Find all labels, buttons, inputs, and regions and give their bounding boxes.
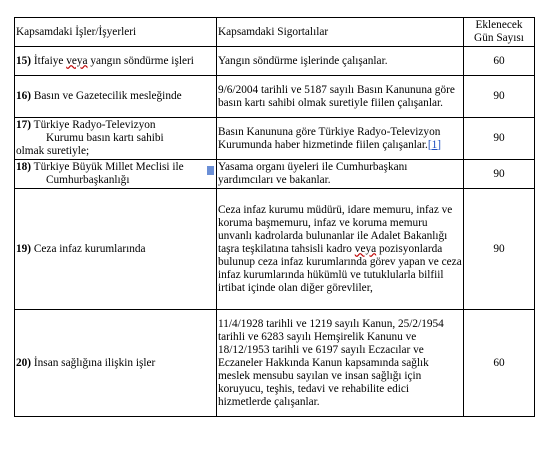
- header-insured: Kapsamdaki Sigortalılar: [217, 18, 464, 47]
- row-insured: Ceza infaz kurumu müdürü, idare memuru, infaz ve koruma başmemuru, infaz ve koruma memuru unvanlı kadrolarda bulunanlar ile Adalet Bakanlığı taşra teşkilatına tahsisli kadro: [218, 203, 453, 255]
- row-days: 90: [464, 76, 535, 118]
- row-insured-underlined: veya: [354, 242, 377, 255]
- footnote-link[interactable]: [1]: [427, 138, 442, 151]
- table-row: [15, 189, 535, 310]
- row-job-line1: Türkiye Büyük Millet Meclisi ile: [31, 161, 184, 173]
- row-insured: Yasama organı üyeleri ile Cumhurbaşkanı yardımcıları ve bakanlar.: [217, 160, 464, 189]
- row-days: 90: [464, 118, 535, 160]
- row-jobs-cell: [15, 310, 217, 417]
- header-days: [464, 18, 535, 47]
- row-jobs-cell: [15, 118, 217, 160]
- row-jobs-cell: [15, 189, 217, 310]
- row-job-line2: Kurumu basın kartı sahibi: [46, 132, 164, 144]
- row-job-line2: Cumhurbaşkanlığı: [46, 174, 130, 186]
- table-header-row: [15, 18, 535, 47]
- row-number: 15): [16, 54, 32, 67]
- row-job-line1: Türkiye Radyo-Televizyon: [31, 119, 156, 131]
- row-job-text: Ceza infaz kurumlarında: [31, 242, 146, 255]
- table-row: [15, 118, 535, 160]
- table-row: [15, 310, 535, 417]
- row-days: 90: [464, 160, 535, 189]
- header-jobs: Kapsamdaki İşler/İşyerleri: [15, 18, 217, 47]
- row-number: 16): [16, 90, 32, 102]
- row-job-text: İnsan sağlığına ilişkin işler: [31, 356, 156, 369]
- row-job-line3: olmak suretiyle;: [16, 145, 90, 157]
- row-days: 60: [464, 47, 535, 76]
- row-jobs-cell: [15, 160, 217, 189]
- row-insured: Basın Kanununa göre Türkiye Radyo-Televizyon Kurumunda haber hizmetinde fiilen çalışanlar.: [218, 125, 441, 151]
- header-days-line1: Eklenecek: [475, 19, 523, 31]
- row-number: 19): [16, 242, 32, 255]
- row-jobs-cell: [15, 76, 217, 118]
- header-days-line2: Gün Sayısı: [474, 32, 524, 44]
- row-job-text: İtfaiye: [33, 54, 67, 67]
- row-job-underlined: veya: [66, 54, 88, 67]
- row-number: 20): [16, 356, 32, 369]
- table-row: [15, 160, 535, 189]
- row-job-text: Basın ve Gazetecilik mesleğinde: [31, 90, 182, 102]
- row-job-text-end: yangın söndürme işleri: [87, 54, 194, 67]
- comment-marker-icon[interactable]: [207, 166, 214, 175]
- coverage-table: [14, 17, 535, 417]
- row-insured: 9/6/2004 tarihli ve 5187 sayılı Basın Kanununa göre basın kartı sahibi olmak suretiyle fiilen çalışanlar.: [217, 76, 464, 118]
- row-insured-cell: [217, 189, 464, 310]
- row-insured: 11/4/1928 tarihli ve 1219 sayılı Kanun, 25/2/1954 tarihli ve 6283 sayılı Hemşirelik Kanunu ve 18/12/1953 tarihli ve 6197 sayılı Eczacılar ve Eczaneler Hakkında Kanun kapsamında sağlık meslek mensubu sayılan ve insan sağlığı için koruyucu, teşhis, tedavi ve rehabilite edici hizmetlerde çalışanlar.: [217, 310, 464, 417]
- row-insured: Yangın söndürme işlerinde çalışanlar.: [217, 47, 464, 76]
- row-jobs-cell: [15, 47, 217, 76]
- row-days: 90: [464, 189, 535, 310]
- table-row: [15, 76, 535, 118]
- row-insured-cell: [217, 118, 464, 160]
- row-number: 17): [16, 119, 32, 131]
- row-number: 18): [16, 161, 32, 173]
- row-days: 60: [464, 310, 535, 417]
- row-insured-end: pozisyonlarda bulunup ceza infaz kurumlarında görev yapan ve ceza infaz kurumlarında hükümlü ve tutuklularla bilfiil irtibat içinde olan diğer görevliler,: [218, 242, 462, 294]
- table-row: [15, 47, 535, 76]
